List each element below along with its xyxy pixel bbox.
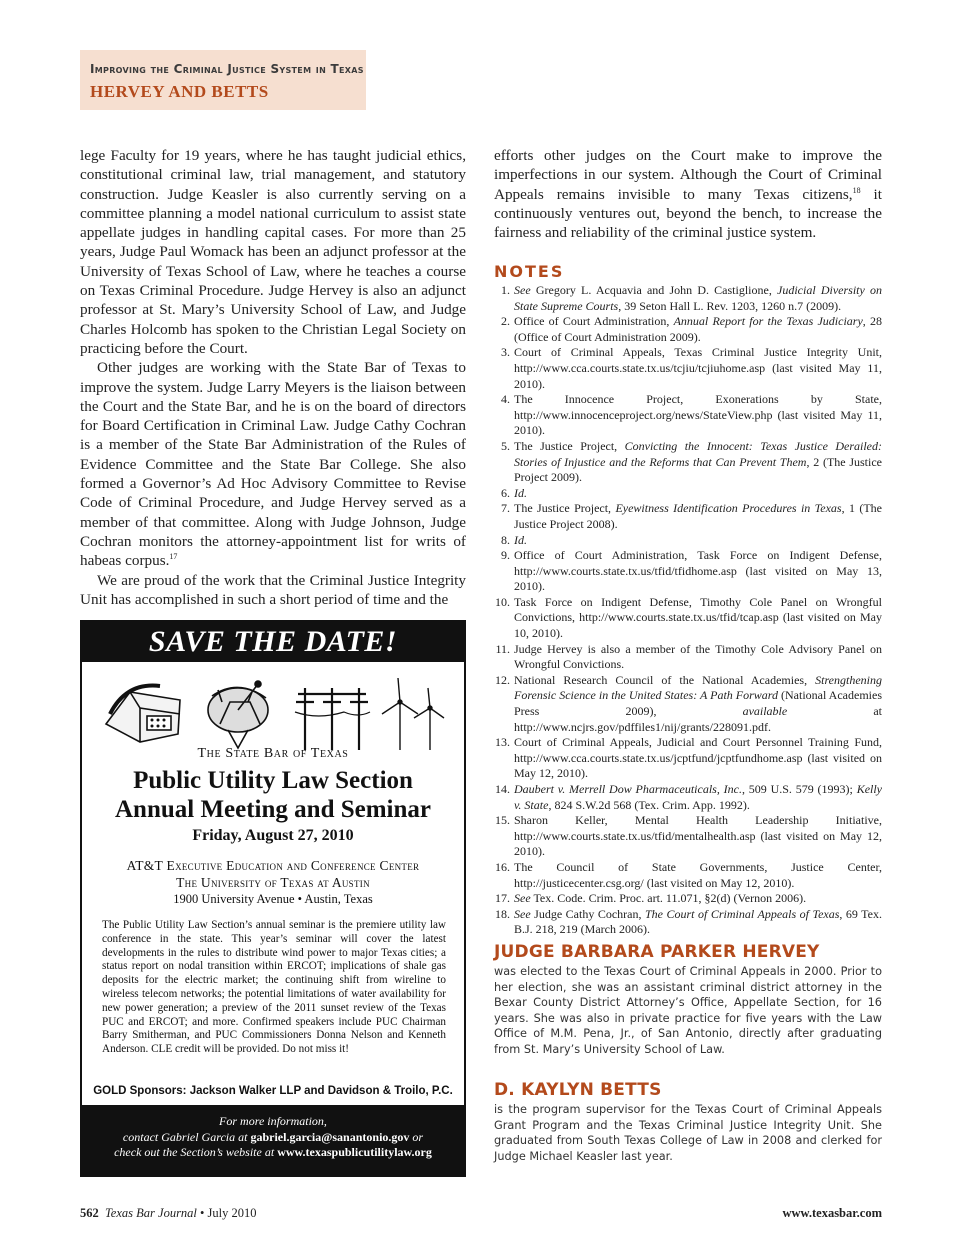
note-item: 8. Id. — [494, 533, 882, 549]
ad-banner: SAVE THE DATE! — [82, 622, 464, 662]
note-item: 14. Daubert v. Merrell Dow Pharmaceuticals, Inc., 509 U.S. 579 (1993); Kelly v. State, 824 S.W.2d 568 (Tex. Crim. App. 1992). — [495, 782, 883, 812]
bio-name: D. KAYLYN BETTS — [494, 1080, 662, 1100]
bio-text: is the program supervisor for the Texas Court of Criminal Appeals Grant Program and the Texas Criminal Justice Integrity Unit. She graduated from South Texas College of Law in 2008 and clerked for Judge Michael Keasler last year. — [494, 1103, 882, 1163]
bio-hervey — [494, 942, 882, 1058]
ad-contact-footer: For more information, contact Gabriel Garcia at gabriel.garcia@sanantonio.gov or check out the Section’s website at www.texaspublicutilitylaw.org — [82, 1105, 464, 1175]
note-number: 15. — [495, 813, 510, 828]
page-footer-left: 562 Texas Bar Journal • July 2010 — [80, 1206, 257, 1220]
save-the-date-ad — [80, 620, 466, 1177]
ad-illustrations — [100, 672, 446, 752]
note-item: 12. National Research Council of the National Academies, Strengthening Forensic Science in the United States: A Path Forward (National Academies Press 2009), available at http://www.ncjrs.gov/pdffiles1/nij/grants/228091.pdf. — [495, 672, 882, 734]
note-item: 15. Sharon Keller, Mental Health Leadership Initiative, http://www.courts.state.tx.us/tfid/mentalhealth.asp (last visited on May 12, 2010). — [495, 813, 882, 859]
note-item: 17. See Tex. Code. Crim. Proc. art. 11.071, §2(d) (Vernon 2006). — [495, 891, 807, 906]
note-number: 13. — [495, 735, 510, 750]
left-paragraph-3: We are proud of the work that the Criminal Justice Integrity Unit has accomplished in such a short period of time and the — [80, 571, 466, 608]
right-column-text — [494, 146, 882, 242]
contact-email-link[interactable]: gabriel.garcia@sanantonio.gov — [250, 1129, 410, 1144]
footer-website-link[interactable]: www.texasbar.com — [782, 1206, 882, 1220]
ad-address: 1900 University Avenue • Austin, Texas — [173, 892, 373, 906]
note-number: 18. — [495, 906, 510, 921]
notes-heading: NOTES — [494, 262, 565, 281]
ad-organization: The State Bar of Texas — [197, 746, 349, 761]
note-number: 10. — [495, 594, 510, 609]
notes-list — [494, 283, 882, 938]
note-number: 2. — [501, 314, 510, 329]
article-authors: HERVEY AND BETTS — [90, 82, 269, 101]
note-number: 3. — [501, 345, 510, 360]
note-item: 16. The Council of State Governments, Justice Center, http://justicecenter.csg.org/ (last visited on May 12, 2010). — [495, 859, 882, 890]
note-item: 9. Office of Court Administration, Task Force on Indigent Defense, http://www.courts.state.tx.us/tfid/tfidhome.asp (last visited on May 13, 2010). — [494, 548, 882, 595]
note-item: 5. The Justice Project, Convicting the Innocent: Texas Justice Derailed: Stories of Injustice and the Reforms that Can Prevent Them, 2 (The Justice Project 2009). — [494, 439, 882, 486]
section-website-link[interactable]: www.texaspublicutilitylaw.org — [277, 1145, 432, 1159]
note-number: 16. — [495, 859, 510, 874]
note-number: 17. — [495, 891, 510, 906]
note-item: 10. Task Force on Indigent Defense, Timothy Cole Panel on Wrongful Convictions, http://www.courts.state.tx.us/tfid/tcap.asp (last visited on May 10, 2010). — [495, 594, 882, 641]
note-item: 3. Court of Criminal Appeals, Texas Criminal Justice Integrity Unit, http://www.cca.courts.state.tx.us/tcjiu/tcjiuhome.asp (last visited May 11, 2010). — [494, 345, 882, 392]
left-paragraph-2: Other judges are working with the State Bar of Texas to improve the system. Judge Larry Meyers is the liaison between the Court and the State Bar, and he is on the board of directors for Board Certification in Criminal Law. Judge Cathy Cochran is a member of the State Bar Administration of the Rules of Evidence Committee and the State Bar College. She also formed a Governor’s Ad Hoc Advisory Committee to Revise Code of Criminal Procedure, and Judge Hervey served as a member of that committee. Along with Judge Johnson, Judge Cochran monitors the attorney-appointment list for writs of habeas corpus.$^{17}$ — [80, 359, 466, 570]
journal-name: Texas Bar Journal — [105, 1206, 197, 1220]
note-item: 7. The Justice Project, Eyewitness Identification Procedures in Texas, 1 (The Justice Project 2008). — [494, 501, 882, 532]
note-item: 13. Court of Criminal Appeals, Judicial and Court Personnel Training Fund, http://www.cca.courts.state.tx.us/jcptfund/jcptfundhome.asp (last visited on May 12, 2010). — [495, 735, 882, 781]
telephone-icon — [106, 686, 180, 742]
bio-text: was elected to the Texas Court of Criminal Appeals in 2000. Prior to her election, she was an assistant criminal district attorney in the Bexar County District Attorney’s Office, Appellate Section, for 16 years. She was also in private practice for five years with the Law Office of M.M. Pena, Jr., of San Antonio, directly after graduating from St. Mary’s University School of Law. — [494, 965, 882, 1056]
note-number: 9. — [501, 548, 510, 563]
ad-venue: AT&T Executive Education and Conference Center The University of Texas at Austin — [126, 858, 420, 890]
article-kicker: Improving the Criminal Justice System in Texas — [90, 62, 364, 76]
power-lines-icon — [295, 688, 370, 750]
bio-betts — [494, 1080, 882, 1164]
note-item: 6. Id. — [494, 486, 882, 502]
wind-turbines-icon — [382, 678, 444, 750]
note-number: 8. — [501, 532, 510, 547]
ad-description: The Public Utility Law Section’s annual seminar is the premiere utility law conference in the state. This year’s seminar will cover the latest developments in the rules to distribute wind power to major Texas cities; a status report on nodal transition within ERCOT; implications of shale gas deposits for the electric market; the continuing shift from wireline to wireless telecom networks; the potential limitations of water availability for new power generation; a preview of the 2011 sunset review of the Texas PUC and ERCOT; and more. Confirmed speakers include PUC Chairman Barry Smitherman, and PUC Commissioners Donna Nelson and Kenneth Anderson. CLE credit will be provided. Do not miss it! — [102, 919, 446, 1056]
ad-date: Friday, August 27, 2010 — [192, 827, 354, 844]
note-number: 12. — [495, 672, 510, 687]
note-number: 7. — [501, 501, 510, 516]
right-paragraph-1: efforts other judges on the Court make to improve the imperfections in our system. Although the Court of Criminal Appeals remains invisible to many Texas citizens,$^{18}$ it continuously ventures out, beyond the bench, to increase the fairness and reliability of the criminal justice system. — [494, 147, 882, 242]
left-column — [80, 146, 466, 609]
left-paragraph-1: lege Faculty for 19 years, where he has taught judicial ethics, constitutional criminal law, trial management, and statutory construction. Judge Keasler is also currently serving on a committee planning a model national curriculum to assist state appellate judges in handling capital cases. For more than 25 years, Judge Paul Womack has been an adjunct professor at the University of Texas School of Law, where he teaches a course on Texas Criminal Procedure. Judge Hervey is also an adjunct professor at St. Mary’s University School of Law, and Judge Charles Holcomb has spoken to the Christian Legal Society on practicing before the Court. — [80, 147, 466, 357]
article-header — [80, 50, 366, 110]
footnote-ref-18[interactable]: 18 — [852, 185, 861, 195]
note-number: 1. — [501, 283, 510, 297]
bio-name: JUDGE BARBARA PARKER HERVEY — [494, 942, 820, 962]
note-item: 4. The Innocence Project, Exonerations by State, http://www.innocenceproject.org/news/StateView.php (last visited May 11, 2010). — [494, 392, 882, 439]
satellite-dish-icon — [208, 681, 268, 748]
note-number: 11. — [495, 641, 510, 656]
footnote-ref-17[interactable]: 17 — [169, 552, 178, 562]
note-item: 18. See Judge Cathy Cochran, The Court of Criminal Appeals of Texas, 69 Tex. B.J. 218, 219 (March 2006). — [495, 906, 883, 937]
note-item: 2. Office of Court Administration, Annual Report for the Texas Judiciary, 28 (Office of Court Administration 2009). — [494, 314, 882, 345]
ad-title: Public Utility Law Section Annual Meeting and Seminar — [114, 767, 431, 823]
note-item: 11. Judge Hervey is also a member of the Timothy Cole Advisory Panel on Wrongful Convictions. — [495, 641, 882, 672]
note-item: 1. See Gregory L. Acquavia and John D. Castiglione, Judicial Diversity on State Supreme Courts, 39 Seton Hall L. Rev. 1203, 1260 n.7 (2009). — [494, 283, 882, 314]
note-number: 6. — [501, 485, 510, 500]
page-number: 562 — [80, 1206, 99, 1220]
note-number: 4. — [501, 392, 510, 407]
note-number: 14. — [495, 782, 510, 796]
note-number: 5. — [501, 438, 510, 453]
ad-sponsors: GOLD Sponsors: Jackson Walker LLP and Davidson & Troilo, P.C. — [93, 1085, 453, 1097]
issue-date: July 2010 — [207, 1206, 257, 1220]
